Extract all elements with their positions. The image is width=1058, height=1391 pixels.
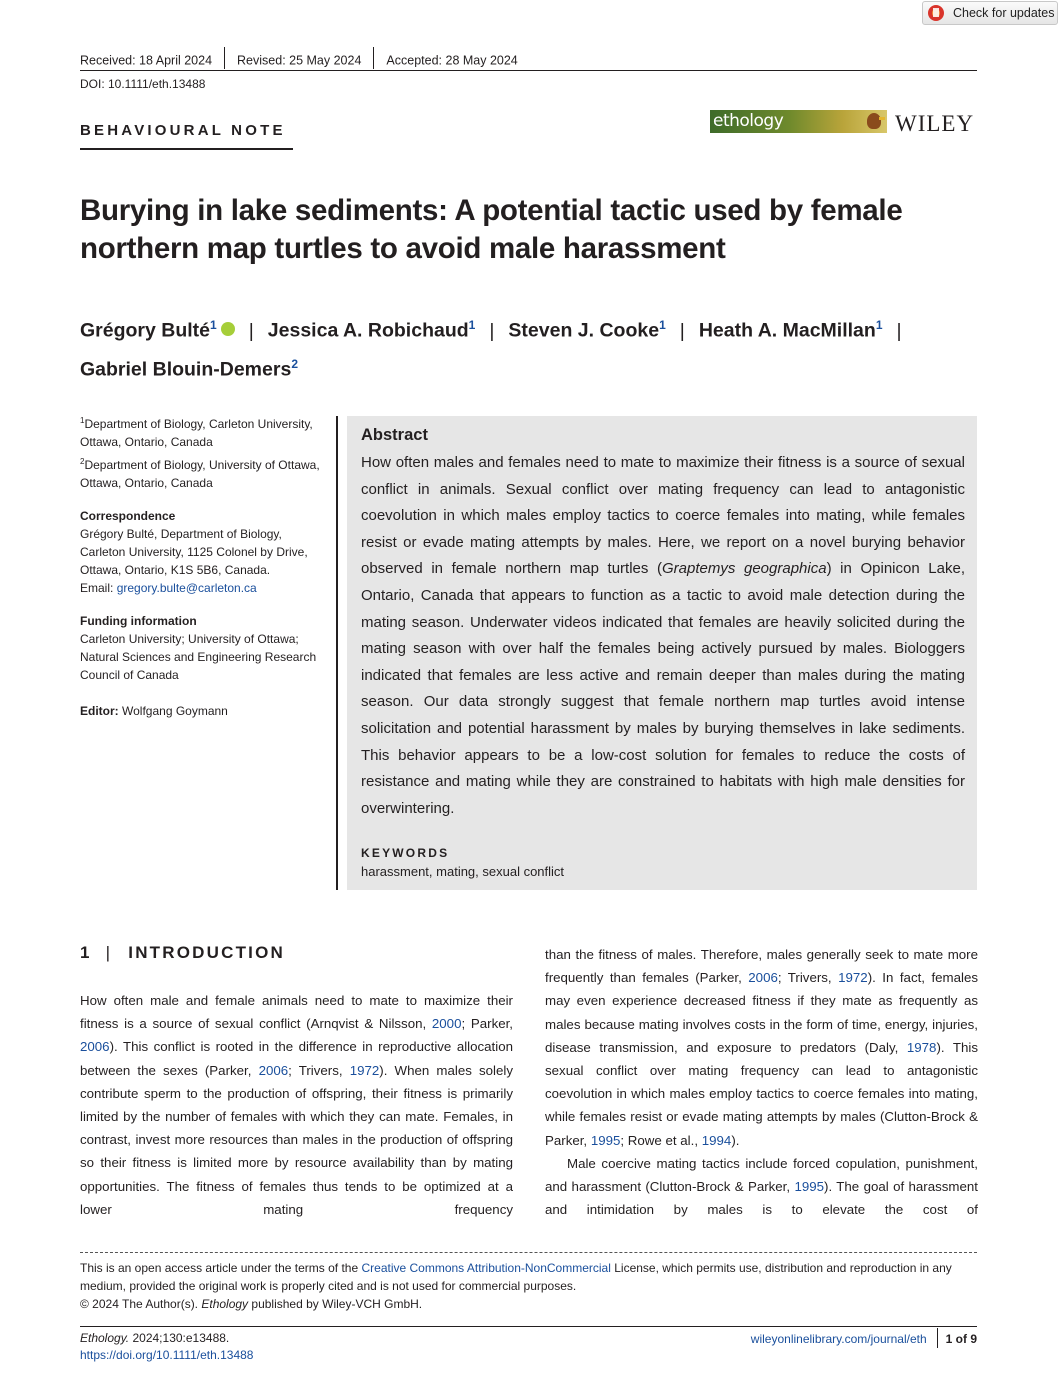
license-link[interactable]: Creative Commons Attribution-NonCommercial	[361, 1261, 611, 1275]
text-run: ). In fact, females may even experience decreased fitness if they mate as frequently as males because mating involves costs in the form of time, energy, injuries, disease transmission, and exposure to predators (Daly,	[545, 970, 979, 1055]
email-label: Email:	[80, 581, 117, 595]
citation-volume: 2024;130:e13488.	[129, 1331, 230, 1345]
text-run: ; Parker,	[461, 1016, 514, 1032]
license-part: License, which permits use, distribution and reproduction in any medium, provided the original work is properly cited and is not used for commercial purposes.	[80, 1261, 952, 1293]
section-title: INTRODUCTION	[128, 943, 286, 962]
funding-information	[80, 612, 330, 684]
reference-link[interactable]: 1995	[590, 1132, 621, 1148]
abstract-part: ) in Opinicon Lake, Ontario, Canada that appears to function as a tactic to avoid male detection during the mating season. Underwater videos indicated that females are heavily solicited during the mating season with over half the females being actively pursued by males. Biologgers indicated that females are less active and remain deeper than males during the mating season. Our data strongly suggest that female northern map turtles avoid intense solicitation and potential harassment by males by burying themselves in lake sediments. This behavior appears to be a low-cost solution for females to reduce the costs of resistance and mating while they are constrained to habitats with high male densities for overwintering.	[361, 560, 965, 817]
intro-right-column	[545, 943, 978, 1221]
section-number: 1	[80, 943, 92, 962]
author-name: Gabriel Blouin-Demers	[80, 358, 292, 380]
paragraph	[80, 989, 513, 1221]
text-run: ). This conflict is rooted in the difference in reproductive allocation between the sexes (Parker,	[80, 1039, 513, 1078]
footer-rule	[80, 1326, 977, 1327]
affiliation-text: Department of Biology, Carleton University, Ottawa, Ontario, Canada	[80, 417, 313, 449]
paragraph	[545, 943, 978, 1152]
reference-link[interactable]: 1994	[701, 1132, 732, 1148]
text-run: ). When males solely contribute sperm to the production of offspring, their fitness is primarily limited by the number of females with which they can mate. Females, in contrast, invest more resources than males in the production of offspring so their fitness is limited more by resource availability than by mating opportunities. The fitness of females thus tends to be optimized at a lower mating frequency	[80, 1062, 514, 1217]
author-separator: |	[679, 319, 685, 342]
text-run: Male coercive mating tactics include forced copulation, punishment, and harassment (Clutton-Brock & Parker,	[545, 1155, 978, 1195]
introduction-heading	[80, 943, 285, 963]
journal-site-link[interactable]: wileyonlinelibrary.com/journal/eth	[750, 1332, 927, 1347]
abstract-part: How often males and females need to mate to maximize their fitness is a source of sexual conflict in animals. Sexual conflict over mating frequency can lead to antagonistic coevolution in which males employ tactics to coerce females into mating, while females resist or evade mating attempts by males. Here, we report on a novel burying behavior observed in female northern map turtles (	[361, 454, 965, 578]
received-date: Received: 18 April 2024	[80, 53, 213, 68]
correspondence-heading: Correspondence	[80, 509, 176, 523]
affiliation-1	[80, 412, 330, 451]
license-text	[80, 1259, 980, 1313]
affiliation-marker[interactable]: 1	[659, 318, 666, 332]
header-rule	[80, 70, 977, 71]
reference-link[interactable]: 1972	[838, 970, 868, 986]
species-name: Graptemys geographica	[662, 560, 827, 578]
text-run: ; Trivers,	[288, 1062, 350, 1078]
affiliation-marker[interactable]: 1	[875, 318, 883, 332]
author-list	[80, 309, 980, 386]
publisher-logo[interactable]: WILEY	[895, 111, 975, 136]
reference-link[interactable]: 2006	[80, 1039, 110, 1055]
reference-link[interactable]: 2006	[258, 1062, 289, 1078]
abstract-text	[361, 450, 965, 822]
divider	[224, 47, 225, 69]
reference-link[interactable]: 1978	[906, 1039, 937, 1055]
affiliation-text: Department of Biology, University of Ottawa, Ottawa, Ontario, Canada	[80, 458, 320, 490]
license-part: This is an open access article under the terms of the	[80, 1261, 362, 1275]
bird-icon	[867, 113, 881, 129]
divider	[937, 1328, 938, 1348]
check-for-updates-label: Check for updates	[953, 6, 1055, 20]
correspondence-text: Grégory Bulté, Department of Biology, Carleton University, 1125 Colonel by Drive, Ottawa, Ontario, K1S 5B6, Canada.	[80, 527, 308, 577]
header-doi: DOI: 10.1111/eth.13488	[80, 77, 206, 91]
editor	[80, 702, 330, 720]
affiliation-number: 1	[80, 416, 85, 425]
reference-link[interactable]: 1972	[349, 1062, 380, 1078]
affiliation-marker[interactable]: 2	[291, 356, 298, 371]
accepted-date: Accepted: 28 May 2024	[386, 53, 518, 68]
revised-date: Revised: 25 May 2024	[237, 53, 362, 68]
article-title: Burying in lake sediments: A potential tactic used by female northern map turtles to avoid male harassment	[80, 194, 903, 265]
journal-logo[interactable]	[710, 110, 887, 133]
text-run: ). The goal of harassment and intimidation by males is to elevate the cost of	[545, 1179, 978, 1218]
reference-link[interactable]: 2006	[748, 970, 778, 986]
keywords-list: harassment, mating, sexual conflict	[361, 864, 565, 879]
affiliation-number: 2	[80, 457, 85, 466]
text-run: ; Rowe et al.,	[620, 1132, 702, 1148]
text-run: ; Trivers,	[777, 970, 839, 986]
affiliation-marker[interactable]: 1	[210, 318, 217, 332]
reference-link[interactable]: 1995	[794, 1179, 825, 1195]
abstract-heading: Abstract	[361, 426, 428, 444]
author-separator: |	[896, 319, 902, 342]
keywords-heading: KEYWORDS	[361, 846, 450, 860]
affiliation-2	[80, 453, 330, 492]
correspondence	[80, 507, 330, 597]
author-name: Jessica A. Robichaud	[267, 319, 469, 342]
copyright-part: published by Wiley-VCH GmbH.	[248, 1297, 423, 1311]
funding-text: Carleton University; University of Ottawa; Natural Sciences and Engineering Research Council of Canada	[80, 632, 317, 682]
bird-beak	[879, 117, 885, 120]
editor-label: Editor:	[80, 704, 119, 718]
check-for-updates-button[interactable]	[922, 1, 1058, 25]
intro-left-column	[80, 989, 513, 1221]
text-run: ).	[731, 1132, 740, 1148]
funding-heading: Funding information	[80, 614, 197, 628]
email-link[interactable]: gregory.bulte@carleton.ca	[116, 581, 257, 595]
section-label: BEHAVIOURAL NOTE	[80, 122, 286, 139]
abstract-rule	[336, 416, 338, 890]
journal-name: ethology	[713, 111, 784, 131]
orcid-icon[interactable]	[221, 322, 235, 336]
reference-link[interactable]: 2000	[431, 1016, 462, 1032]
crossmark-icon	[928, 5, 944, 21]
text-run: than the fitness of males. Therefore, males generally seek to mate more frequently than females (Parker,	[545, 947, 978, 986]
author-name: Grégory Bulté	[80, 319, 211, 342]
citation-journal: Ethology.	[80, 1331, 130, 1345]
author-separator: |	[248, 319, 254, 342]
citation	[80, 1330, 253, 1364]
affiliation-marker[interactable]: 1	[468, 318, 476, 332]
text-run: How often male and female animals need to mate to maximize their fitness is a source of sexual conflict (Arnqvist & Nilsson,	[80, 993, 513, 1032]
section-underline	[80, 148, 293, 150]
text-run: ). This sexual conflict over mating frequency can lead to antagonistic coevolution in which males employ tactics to coerce females into mating, while females resist or evade mating attempts by males (Clutton-Brock & Parker,	[545, 1039, 978, 1148]
divider	[373, 47, 374, 69]
author-separator: |	[489, 319, 495, 342]
author-name: Heath A. MacMillan	[698, 319, 876, 342]
license-divider	[80, 1252, 977, 1253]
copyright-part: © 2024 The Author(s).	[80, 1297, 202, 1311]
footer-right	[700, 1330, 977, 1350]
copyright-journal: Ethology	[201, 1297, 249, 1311]
page-number: 1 of 9	[945, 1332, 977, 1347]
section-pipe: |	[105, 943, 113, 962]
paragraph	[545, 1152, 978, 1222]
article-dates	[80, 50, 518, 72]
doi-link[interactable]: https://doi.org/10.1111/eth.13488	[80, 1348, 254, 1362]
editor-name: Wolfgang Goymann	[122, 704, 228, 718]
author-name: Steven J. Cooke	[508, 319, 660, 342]
